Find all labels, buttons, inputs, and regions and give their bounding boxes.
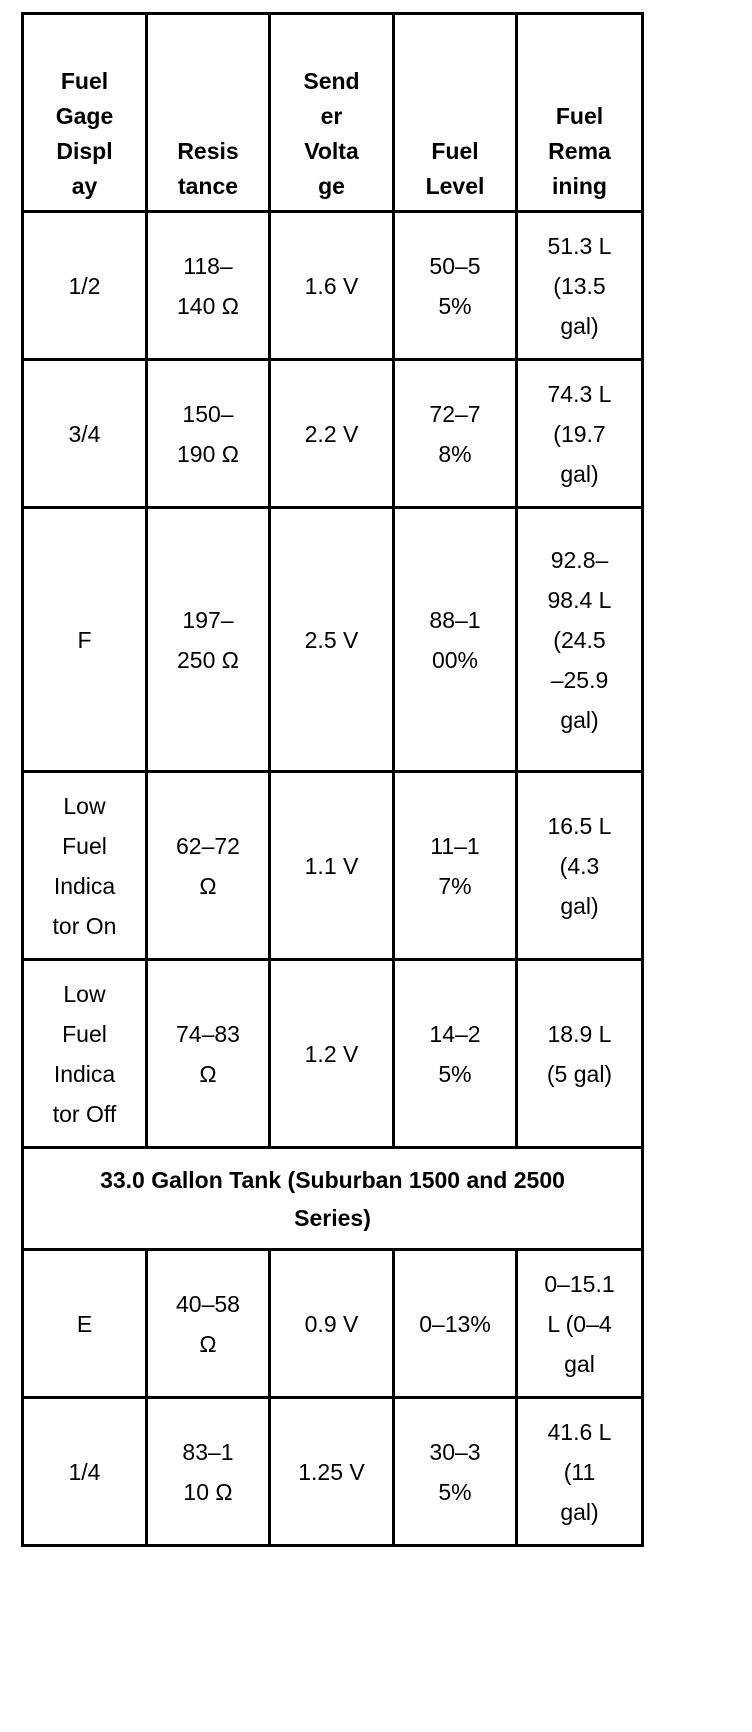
header-sender-voltage: Send er Volta ge bbox=[270, 14, 394, 212]
cell-remaining: 74.3 L (19.7 gal) bbox=[517, 360, 643, 508]
cell-voltage: 2.2 V bbox=[270, 360, 394, 508]
table-row bbox=[23, 508, 643, 772]
cell-level: 72–7 8% bbox=[394, 360, 517, 508]
cell-display: 3/4 bbox=[23, 360, 147, 508]
cell-resistance: 74–83 Ω bbox=[147, 960, 270, 1148]
cell-remaining: 18.9 L (5 gal) bbox=[517, 960, 643, 1148]
cell-display: E bbox=[23, 1250, 147, 1398]
table-row bbox=[23, 1398, 643, 1546]
header-fuel-remaining: Fuel Rema ining bbox=[517, 14, 643, 212]
table-row bbox=[23, 1250, 643, 1398]
cell-remaining: 16.5 L (4.3 gal) bbox=[517, 772, 643, 960]
cell-voltage: 1.2 V bbox=[270, 960, 394, 1148]
cell-voltage: 2.5 V bbox=[270, 508, 394, 772]
cell-voltage: 1.1 V bbox=[270, 772, 394, 960]
cell-level: 30–3 5% bbox=[394, 1398, 517, 1546]
fuel-gage-table bbox=[21, 12, 644, 1547]
cell-resistance: 40–58 Ω bbox=[147, 1250, 270, 1398]
cell-display: 1/4 bbox=[23, 1398, 147, 1546]
cell-display: F bbox=[23, 508, 147, 772]
cell-remaining: 0–15.1 L (0–4 gal bbox=[517, 1250, 643, 1398]
cell-resistance: 118– 140 Ω bbox=[147, 212, 270, 360]
header-resistance: Resis tance bbox=[147, 14, 270, 212]
cell-display: 1/2 bbox=[23, 212, 147, 360]
cell-voltage: 1.25 V bbox=[270, 1398, 394, 1546]
cell-resistance: 197– 250 Ω bbox=[147, 508, 270, 772]
table-row bbox=[23, 772, 643, 960]
cell-level: 50–5 5% bbox=[394, 212, 517, 360]
cell-level: 14–2 5% bbox=[394, 960, 517, 1148]
cell-voltage: 1.6 V bbox=[270, 212, 394, 360]
cell-resistance: 150– 190 Ω bbox=[147, 360, 270, 508]
cell-remaining: 41.6 L (11 gal) bbox=[517, 1398, 643, 1546]
table-row bbox=[23, 960, 643, 1148]
cell-level: 88–1 00% bbox=[394, 508, 517, 772]
cell-remaining: 51.3 L (13.5 gal) bbox=[517, 212, 643, 360]
header-fuel-gage-display: Fuel Gage Displ ay bbox=[23, 14, 147, 212]
section-title: 33.0 Gallon Tank (Suburban 1500 and 2500 Series) bbox=[23, 1148, 643, 1250]
cell-resistance: 62–72 Ω bbox=[147, 772, 270, 960]
fuel-gage-table-container bbox=[21, 12, 644, 1547]
cell-display: Low Fuel Indica tor On bbox=[23, 772, 147, 960]
cell-level: 0–13% bbox=[394, 1250, 517, 1398]
cell-remaining: 92.8– 98.4 L (24.5 –25.9 gal) bbox=[517, 508, 643, 772]
cell-voltage: 0.9 V bbox=[270, 1250, 394, 1398]
cell-level: 11–1 7% bbox=[394, 772, 517, 960]
table-row bbox=[23, 212, 643, 360]
cell-display: Low Fuel Indica tor Off bbox=[23, 960, 147, 1148]
table-header-row bbox=[23, 14, 643, 212]
table-row bbox=[23, 360, 643, 508]
section-header-row bbox=[23, 1148, 643, 1250]
header-fuel-level: Fuel Level bbox=[394, 14, 517, 212]
cell-resistance: 83–1 10 Ω bbox=[147, 1398, 270, 1546]
